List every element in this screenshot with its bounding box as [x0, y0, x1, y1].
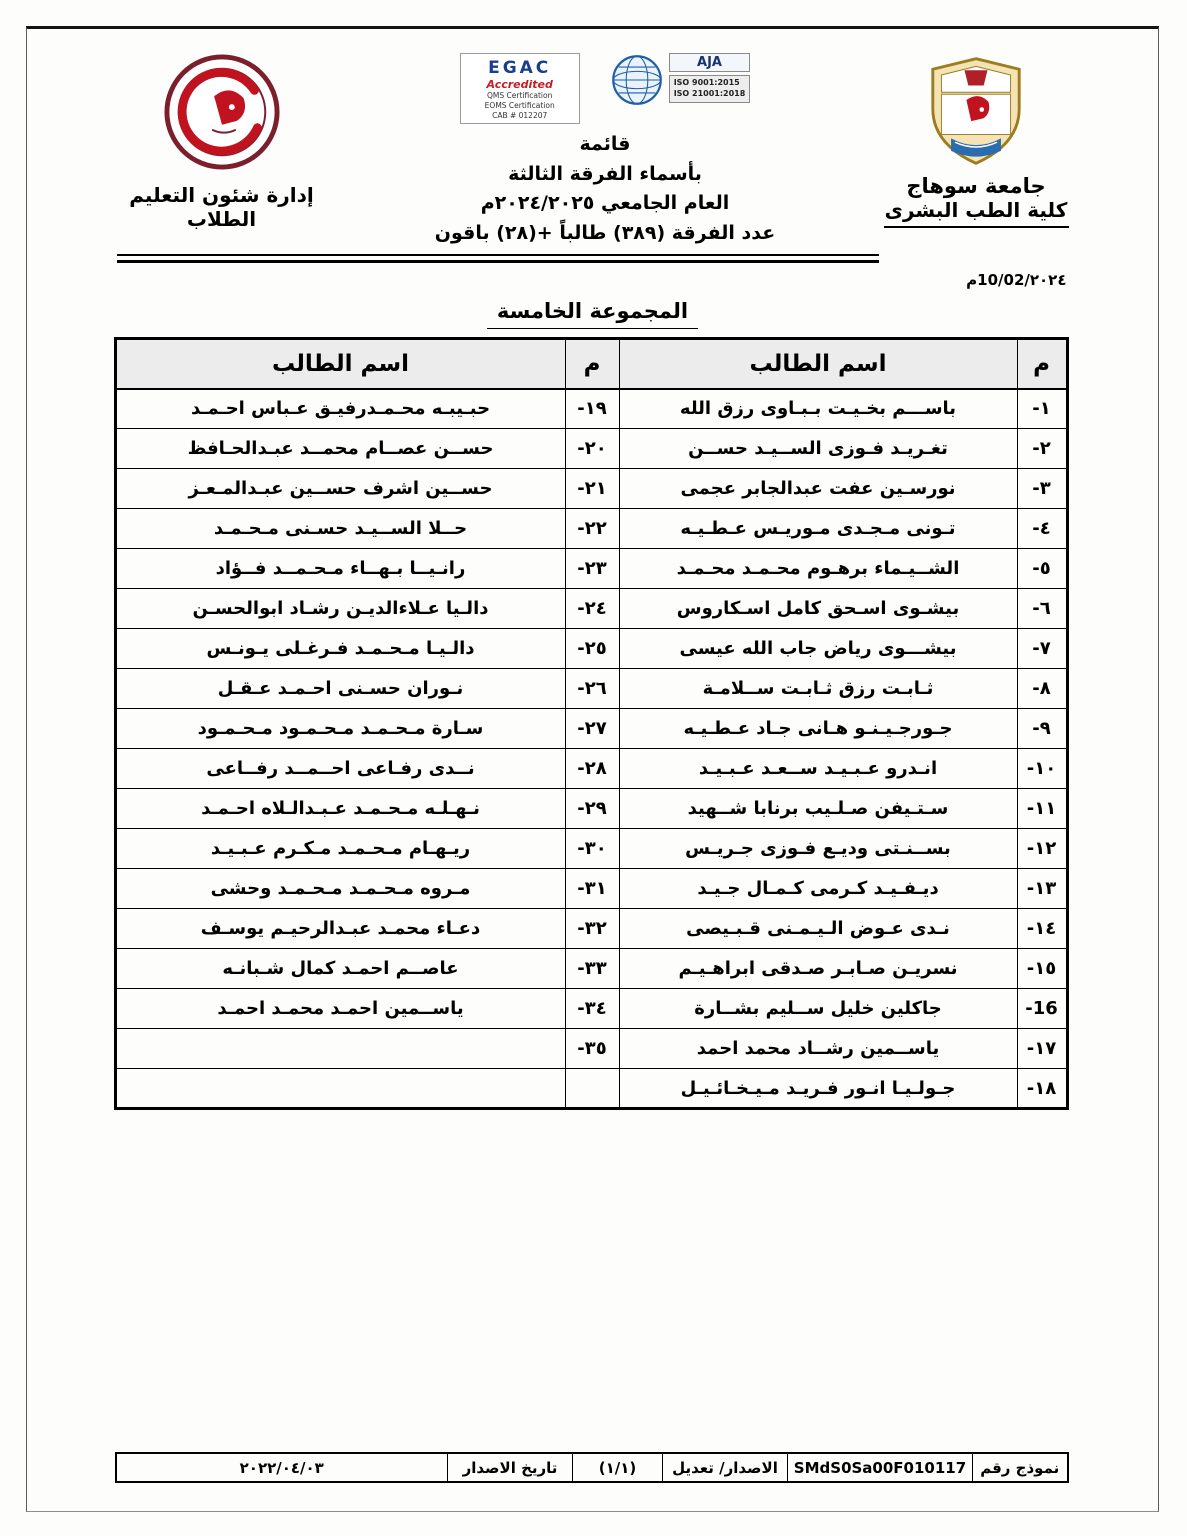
- student-number: ٢٨-: [565, 749, 619, 789]
- student-number: ٤-: [1017, 509, 1067, 549]
- table-row: [115, 989, 1067, 1029]
- student-name: جاكلين خليل ســليم بشــارة: [619, 989, 1017, 1029]
- col-header-number: م: [1017, 339, 1067, 389]
- header: [117, 53, 1069, 248]
- student-number: ٣٣-: [565, 949, 619, 989]
- title-line: عدد الفرقة (٣٨٩) طالباً +(٢٨) باقون: [434, 221, 776, 244]
- table-row: [115, 709, 1067, 749]
- col-header-name: اسم الطالب: [619, 339, 1017, 389]
- table-header-row: [115, 339, 1067, 389]
- student-number: ١٤-: [1017, 909, 1067, 949]
- footer-issue-date-value: ٢٠٢٢/٠٤/٠٣: [116, 1453, 448, 1482]
- footer-issue-date-label: تاريخ الاصدار: [448, 1453, 573, 1482]
- table-row: [115, 869, 1067, 909]
- aja-iso-box: [669, 75, 751, 103]
- student-name: الشــيـماء برهـوم محـمـد محـمـد: [619, 549, 1017, 589]
- student-number: ٧-: [1017, 629, 1067, 669]
- student-name: بيشـوى اسـحق كامل اسـكاروس: [619, 589, 1017, 629]
- title-line: بأسماء الفرقة الثالثة: [508, 162, 702, 185]
- student-name: نورسـين عفت عبدالجابر عجمى: [619, 469, 1017, 509]
- footer-row: [116, 1453, 1068, 1482]
- student-name: جـولـيـا انـور فـريـد مـيـخـائـيـل: [619, 1069, 1017, 1109]
- department-name: إدارة شئون التعليم الطلاب: [129, 183, 314, 231]
- student-name: [115, 1069, 565, 1109]
- student-number: ٦-: [1017, 589, 1067, 629]
- footer-issue-value: (١/١): [573, 1453, 663, 1482]
- student-name: نـوران حسـنى احـمـد عـقـل: [115, 669, 565, 709]
- header-divider: [117, 254, 879, 263]
- table-row: [115, 829, 1067, 869]
- student-name: نـهـلـه مـحـمـد عـبـدالـلاه احـمـد: [115, 789, 565, 829]
- student-number: ٢٢-: [565, 509, 619, 549]
- student-number: ١٢-: [1017, 829, 1067, 869]
- group-title-text: المجموعة الخامسة: [487, 299, 698, 329]
- student-name: دعـاء محمـد عبـدالرحيـم يوسـف: [115, 909, 565, 949]
- accreditation-logos: [355, 53, 855, 124]
- globe-icon: [610, 53, 664, 107]
- footer-form-number-value: SMdS0Sa00F010117: [788, 1453, 973, 1482]
- table-row: [115, 389, 1067, 429]
- egac-cert-line: CAB # 012207: [492, 110, 548, 120]
- header-center: [355, 53, 855, 248]
- aja-logo: [610, 53, 751, 107]
- student-name: تغـريـد فـوزى الســيـد حســن: [619, 429, 1017, 469]
- student-name: نسريـن صـابـر صـدقى ابراهـيـم: [619, 949, 1017, 989]
- student-number: ١١-: [1017, 789, 1067, 829]
- table-row: [115, 909, 1067, 949]
- footer-issue-label: الاصدار/ تعديل: [663, 1453, 788, 1482]
- students-table-body: [115, 389, 1067, 1109]
- student-name: ثـابـت رزق ثـابـت ســلامـة: [619, 669, 1017, 709]
- department-block: [117, 53, 327, 231]
- egac-accredited-label: Accredited: [486, 78, 553, 91]
- footer-table: [115, 1452, 1069, 1483]
- student-name: ياســمين احمـد محمـد احمـد: [115, 989, 565, 1029]
- college-seal-logo: [163, 53, 281, 171]
- table-row: [115, 749, 1067, 789]
- egac-name: EGAC: [488, 58, 552, 78]
- student-name: نــدى رفـاعى احــمــد رفــاعى: [115, 749, 565, 789]
- faculty-name: كلية الطب البشرى: [884, 198, 1069, 228]
- table-row: [115, 589, 1067, 629]
- student-name: حــلا الســيـد حسـنى مـحـمـد: [115, 509, 565, 549]
- title-line: قائمة: [579, 133, 631, 156]
- egac-cert-line: QMS Certification: [487, 91, 553, 100]
- scan-frame: [26, 26, 1159, 1512]
- col-header-number: م: [565, 339, 619, 389]
- table-row: [115, 1029, 1067, 1069]
- student-name: دالـيـا مـحـمـد فـرغـلى يـونـس: [115, 629, 565, 669]
- table-row: [115, 1069, 1067, 1109]
- student-number: ١٥-: [1017, 949, 1067, 989]
- student-number: ١-: [1017, 389, 1067, 429]
- student-name: سـارة مـحـمـد مـحـمـود مـحـمـود: [115, 709, 565, 749]
- aja-name: AJA: [669, 53, 751, 72]
- student-name: تـونى مـجـدى مـوريـس عـطـيـه: [619, 509, 1017, 549]
- student-number: ٣٥-: [565, 1029, 619, 1069]
- student-number: ٢٣-: [565, 549, 619, 589]
- egac-cert-line: EOMS Certification: [484, 100, 555, 110]
- student-name: نـدى عـوض الـيـمـنى قـبـيصى: [619, 909, 1017, 949]
- student-name: عاصــم احمـد كمال شـبانـه: [115, 949, 565, 989]
- student-name: ريـهـام مـحـمـد مـكـرم عـبـيـد: [115, 829, 565, 869]
- table-row: [115, 629, 1067, 669]
- document-title: [355, 130, 855, 248]
- egac-logo: [460, 53, 580, 124]
- student-name: سـتـيفن صـلـيب برنابا شــهيد: [619, 789, 1017, 829]
- student-number: ٢٩-: [565, 789, 619, 829]
- student-number: ١٩-: [565, 389, 619, 429]
- table-row: [115, 469, 1067, 509]
- student-name: حبـيبـه محـمـدرفيـق عـباس احـمـد: [115, 389, 565, 429]
- student-name: ياســمين رشــاد محمد احمد: [619, 1029, 1017, 1069]
- student-number: ٣٠-: [565, 829, 619, 869]
- student-number: ٨-: [1017, 669, 1067, 709]
- student-number: ٢٠-: [565, 429, 619, 469]
- student-number: ١٣-: [1017, 869, 1067, 909]
- university-block: [884, 53, 1069, 228]
- student-number: ٢-: [1017, 429, 1067, 469]
- student-name: ديـفـيـد كـرمى كـمـال جـيـد: [619, 869, 1017, 909]
- student-name: مـروه مـحـمـد مـحـمـد وحشى: [115, 869, 565, 909]
- table-row: [115, 669, 1067, 709]
- student-number: ١٠-: [1017, 749, 1067, 789]
- student-number: ٩-: [1017, 709, 1067, 749]
- student-number: [565, 1069, 619, 1109]
- table-row: [115, 549, 1067, 589]
- student-name: جـورجـيـنـو هـانى جـاد عـطـيـه: [619, 709, 1017, 749]
- document-date: ٢٠٢٤/10/02م: [966, 271, 1067, 289]
- student-number: ٢١-: [565, 469, 619, 509]
- student-name: دالـيا عـلاءالديـن رشـاد ابوالحسـن: [115, 589, 565, 629]
- student-number: ٣١-: [565, 869, 619, 909]
- footer: [117, 1452, 1069, 1483]
- table-row: [115, 789, 1067, 829]
- student-name: [115, 1029, 565, 1069]
- students-table: [114, 337, 1069, 1110]
- student-number: ٢٤-: [565, 589, 619, 629]
- footer-form-number-label: نموذج رقم: [973, 1453, 1068, 1482]
- student-number: ٣٢-: [565, 909, 619, 949]
- student-name: بســنـتى وديـع فـوزى جـريـس: [619, 829, 1017, 869]
- student-number: ١٨-: [1017, 1069, 1067, 1109]
- table-row: [115, 429, 1067, 469]
- iso-line: ISO 9001:2015: [673, 78, 740, 87]
- student-number: ٢٥-: [565, 629, 619, 669]
- student-name: انـدرو عـبـيـد ســعـد عـبـيـد: [619, 749, 1017, 789]
- student-number: ٣-: [1017, 469, 1067, 509]
- table-row: [115, 509, 1067, 549]
- student-number: ٣٤-: [565, 989, 619, 1029]
- student-number: ١٧-: [1017, 1029, 1067, 1069]
- student-number: ٢٦-: [565, 669, 619, 709]
- iso-line: ISO 21001:2018: [673, 88, 746, 98]
- student-name: بيشـــوى رياض جاب الله عيسى: [619, 629, 1017, 669]
- student-name: حســن عصــام محمــد عبـدالحـافظ: [115, 429, 565, 469]
- university-shield-logo: [928, 55, 1024, 167]
- col-header-name: اسم الطالب: [115, 339, 565, 389]
- table-row: [115, 949, 1067, 989]
- title-line: العام الجامعي ٢٠٢٤/٢٠٢٥م: [480, 192, 730, 215]
- student-name: باســـم بخـيـت بـبـاوى رزق الله: [619, 389, 1017, 429]
- group-title: [117, 299, 1069, 323]
- student-number: ٢٧-: [565, 709, 619, 749]
- student-name: رانـيــا بـهــاء مـحـمــد فــؤاد: [115, 549, 565, 589]
- student-name: حســين اشرف حســين عبـدالمـعـز: [115, 469, 565, 509]
- student-number: 16-: [1017, 989, 1067, 1029]
- university-name: جامعة سوهاج: [906, 174, 1046, 198]
- student-number: ٥-: [1017, 549, 1067, 589]
